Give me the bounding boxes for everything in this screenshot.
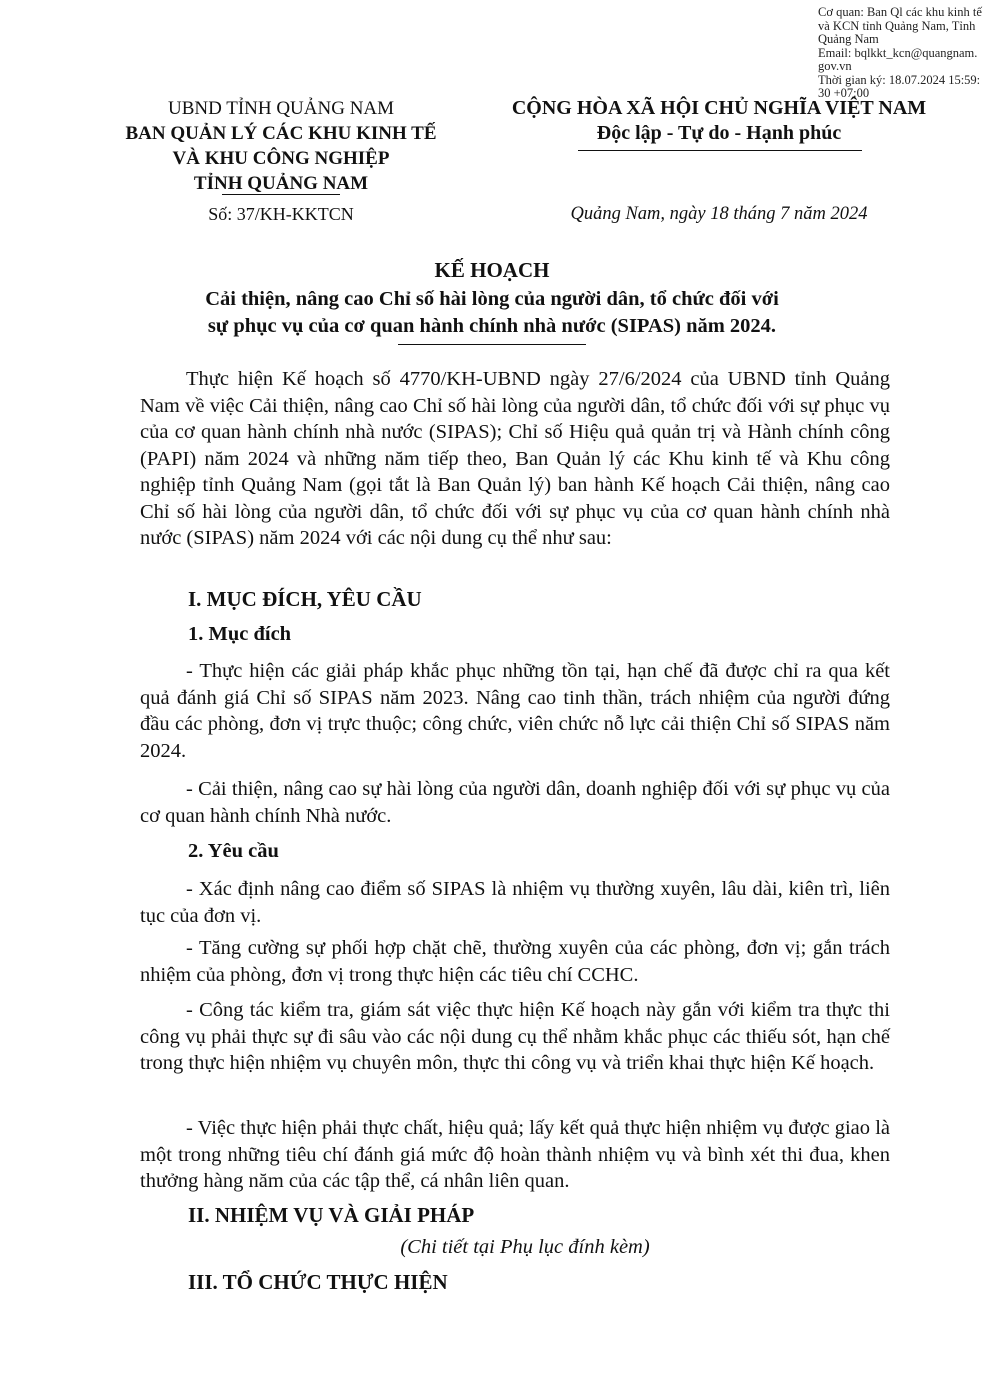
requirement-item-1: - Xác định nâng cao điểm số SIPAS là nhiệm vụ thường xuyên, lâu dài, kiên trì, liên tục của đơn vị. (140, 878, 890, 927)
requirement-item-2: - Tăng cường sự phối hợp chặt chẽ, thường xuyên của các phòng, đơn vị; gắn trách nhiệm của phòng, đơn vị trong thực hiện các tiêu chí CCHC. (140, 937, 890, 986)
authority-line-1: UBND TỈNH QUẢNG NAM (167, 98, 395, 119)
signature-email: Email: bqlkkt_kcn@quangnam.gov.vn (818, 45, 978, 73)
motto-underline (578, 150, 862, 151)
signature-time: Thời gian ký: 18.07.2024 15:59:30 +07:00 (818, 72, 981, 100)
intro-paragraph: Thực hiện Kế hoạch số 4770/KH-UBND ngày 27/6/2024 của UBND tỉnh Quảng Nam về việc Cải thiện, nâng cao Chỉ số hài lòng của người dân, tổ chức đối với sự phục vụ của cơ quan hành chính nhà nước (SIPAS); Chỉ số Hiệu quả quản trị và Hành chính công (PAPI) năm 2024 và những năm tiếp theo, Ban Quản lý các Khu kinh tế và Khu công nghiệp tỉnh Quảng Nam (gọi tắt là Ban Quản lý) ban hành Kế hoạch Cải thiện, nâng cao Chỉ số hài lòng của người dân, tổ chức đối với sự phục vụ của cơ quan hành chính nhà nước (SIPAS) năm 2024 với các nội dung cụ thể như sau: (140, 368, 890, 549)
signature-agency: Cơ quan: Ban Ql các khu kinh tế và KCN tỉnh Quảng Nam, Tỉnh Quảng Nam (818, 5, 982, 46)
purpose-item-2: - Cải thiện, nâng cao sự hài lòng của người dân, doanh nghiệp đối với sự phục vụ của cơ quan hành chính Nhà nước. (140, 778, 890, 827)
authority-line-3: VÀ KHU CÔNG NGHIỆP (172, 148, 390, 169)
requirement-item-3: - Công tác kiểm tra, giám sát việc thực hiện Kế hoạch này gắn với kiểm tra thực thi công vụ phải thực sự đi sâu vào các nội dung cụ thể nhằm khắc phục các thiếu sót, hạn chế trong thực hiện nhiệm vụ chuyên môn, thực thi công vụ và triển khai thực hiện Kế hoạch. (140, 999, 890, 1074)
document-title (80, 286, 904, 340)
document-type: KẾ HOẠCH (434, 258, 550, 282)
section-2-heading: II. NHIỆM VỤ VÀ GIẢI PHÁP (188, 1203, 475, 1227)
title-underline (398, 344, 586, 345)
digital-signature (818, 6, 982, 101)
national-title: CỘNG HÒA XÃ HỘI CHỦ NGHĨA VIỆT NAM (511, 97, 927, 119)
authority-line-4: TỈNH QUẢNG NAM (193, 173, 369, 194)
requirement-item-4: - Việc thực hiện phải thực chất, hiệu quả; lấy kết quả thực hiện nhiệm vụ được giao là một trong những tiêu chí đánh giá mức độ hoàn thành nhiệm vụ và bình xét thi đua, khen thưởng hàng năm của các tập thể, cá nhân liên quan. (140, 1117, 890, 1192)
authority-underline (222, 194, 340, 195)
title-line-1: Cải thiện, nâng cao Chỉ số hài lòng của người dân, tổ chức đối với (205, 288, 779, 310)
purpose-item-1: - Thực hiện các giải pháp khắc phục những tồn tại, hạn chế đã được chỉ ra qua kết quả đánh giá Chỉ số SIPAS năm 2023. Nâng cao tinh thần, trách nhiệm của người đứng đầu các phòng, đơn vị trực thuộc; công chức, viên chức nỗ lực cải thiện Chỉ số SIPAS năm 2024. (140, 660, 890, 762)
section-2-note: (Chi tiết tại Phụ lục đính kèm) (400, 1236, 650, 1258)
subsection-2-heading: 2. Yêu cầu (188, 840, 279, 862)
section-3-heading: III. TỔ CHỨC THỰC HIỆN (188, 1270, 448, 1294)
issuing-authority (120, 96, 442, 196)
national-motto: Độc lập - Tự do - Hạnh phúc (596, 122, 842, 144)
place-date: Quảng Nam, ngày 18 tháng 7 năm 2024 (570, 204, 868, 224)
document-number: Số: 37/KH-KKTCN (208, 204, 354, 224)
subsection-1-heading: 1. Mục đích (188, 623, 292, 645)
title-line-2: sự phục vụ của cơ quan hành chính nhà nước (SIPAS) năm 2024. (207, 315, 777, 337)
authority-line-2: BAN QUẢN LÝ CÁC KHU KINH TẾ (125, 123, 437, 144)
section-1-heading: I. MỤC ĐÍCH, YÊU CẦU (188, 587, 422, 611)
